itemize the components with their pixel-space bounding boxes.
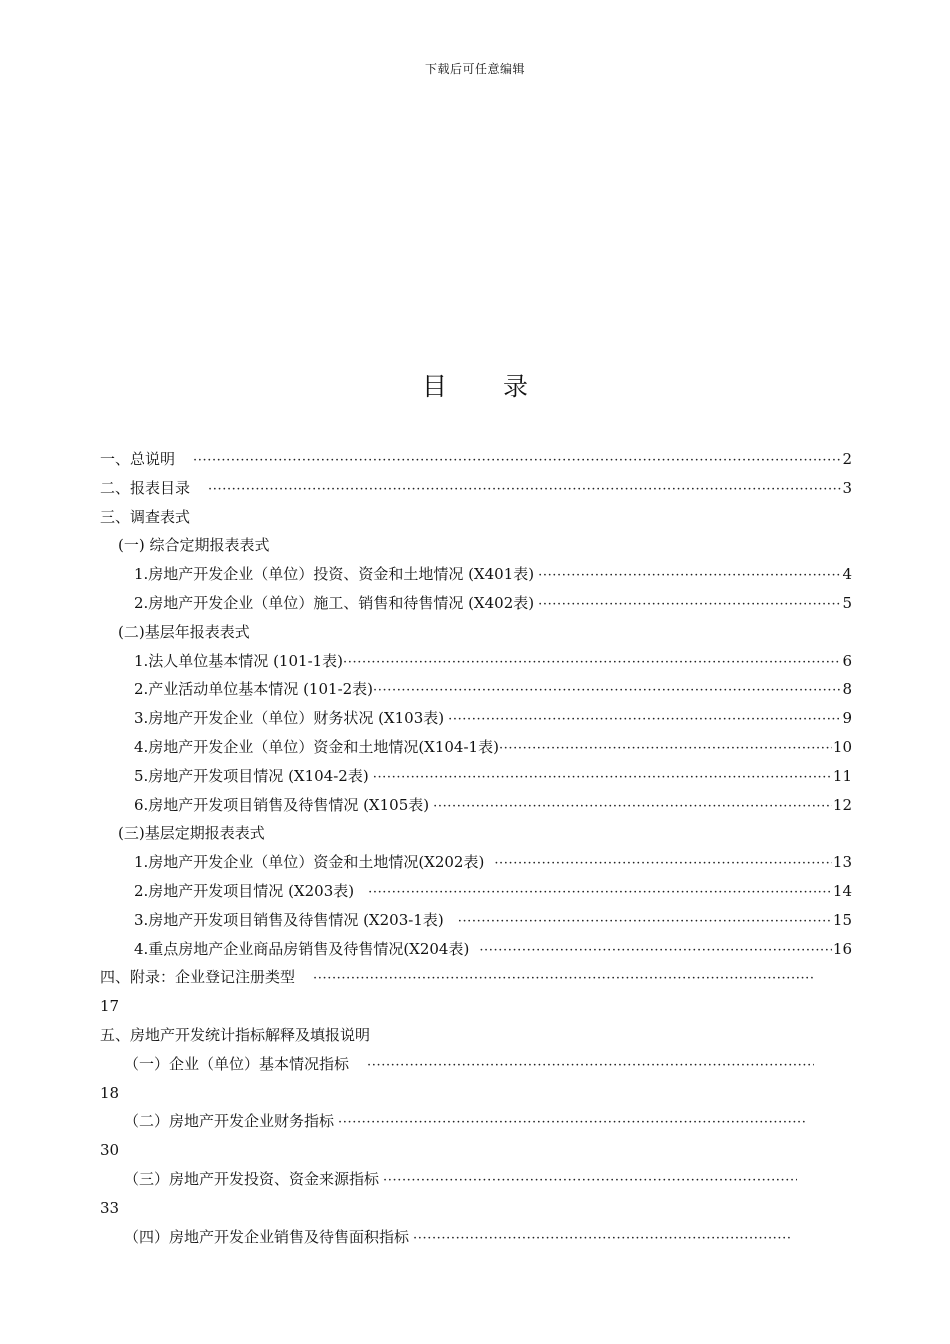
toc-entry[interactable]	[100, 560, 852, 589]
title-char-mu: 目	[421, 372, 447, 401]
leader-dots	[383, 1167, 797, 1196]
leader-dots	[538, 562, 841, 591]
toc-entry-page: 8	[842, 680, 852, 699]
toc-entry-page: 14	[832, 881, 852, 900]
toc-entry-page: 33	[100, 1198, 120, 1217]
leader-dots	[479, 937, 832, 966]
toc-subsection[interactable]	[100, 819, 852, 848]
toc-entry-label: 4.重点房地产企业商品房销售及待售情况(X204表)	[134, 939, 470, 958]
toc-entry[interactable]	[100, 474, 852, 503]
toc-entry[interactable]	[100, 704, 852, 733]
toc-entry[interactable]	[100, 445, 852, 474]
toc-entry-page: 11	[832, 766, 852, 785]
toc-entry-label: 5.房地产开发项目情况 (X104-2表)	[134, 766, 369, 785]
toc-entry[interactable]	[100, 733, 852, 762]
toc-entry-label: (三)基层定期报表表式	[118, 824, 265, 843]
toc-subsection[interactable]	[100, 531, 852, 560]
toc-entry[interactable]	[100, 877, 852, 906]
toc-entry-page: 9	[842, 709, 852, 728]
toc-entry-label: 1.房地产开发企业（单位）投资、资金和土地情况 (X401表)	[134, 565, 535, 584]
toc-entry[interactable]	[100, 1223, 852, 1252]
toc-entry-label: 3.房地产开发项目销售及待售情况 (X203-1表)	[134, 910, 444, 929]
toc-entry-label: （三）房地产开发投资、资金来源指标	[124, 1169, 380, 1188]
toc-entry[interactable]	[100, 762, 852, 791]
toc-entry-label: 6.房地产开发项目销售及待售情况 (X105表)	[134, 795, 430, 814]
leader-dots	[499, 735, 832, 764]
toc-entry-label: 2.房地产开发项目情况 (X203表)	[134, 881, 355, 900]
toc-entry-label: (一) 综合定期报表表式	[118, 536, 270, 555]
toc-entry-page: 30	[100, 1141, 120, 1160]
toc-entry[interactable]	[100, 1050, 852, 1079]
leader-dots	[313, 965, 813, 994]
page-title	[0, 369, 950, 405]
toc-entry-label: 一、总说明	[100, 450, 176, 468]
leader-dots	[413, 1225, 791, 1254]
table-of-contents	[100, 445, 852, 1251]
toc-entry-page: 18	[100, 1083, 120, 1102]
leader-dots	[373, 764, 832, 793]
leader-dots	[494, 850, 832, 879]
toc-entry-page: 4	[842, 565, 852, 584]
toc-entry[interactable]	[100, 791, 852, 820]
leader-dots	[458, 908, 832, 937]
leader-dots	[433, 793, 832, 822]
leader-dots	[538, 591, 841, 620]
leader-dots	[338, 1109, 805, 1138]
toc-entry[interactable]	[100, 906, 852, 935]
toc-entry-page: 12	[832, 795, 852, 814]
toc-subsection[interactable]	[100, 618, 852, 647]
leader-dots	[193, 447, 841, 476]
toc-entry[interactable]	[100, 963, 852, 992]
toc-entry-page: 5	[842, 593, 852, 612]
toc-entry-page: 10	[832, 737, 852, 756]
leader-dots	[373, 677, 841, 706]
toc-entry[interactable]	[100, 848, 852, 877]
toc-entry-page: 13	[832, 853, 852, 872]
toc-entry-label: 三、调查表式	[100, 507, 191, 526]
toc-entry[interactable]	[100, 675, 852, 704]
leader-dots	[368, 879, 832, 908]
toc-entry-page: 15	[832, 910, 852, 929]
toc-entry-label: (二)基层年报表表式	[118, 622, 250, 641]
toc-entry-label: 3.房地产开发企业（单位）财务状况 (X103表)	[134, 709, 445, 728]
toc-entry-label: 五、房地产开发统计指标解释及填报说明	[100, 1025, 371, 1044]
toc-entry-label: 2.产业活动单位基本情况 (101-2表)	[134, 680, 374, 699]
toc-entry-label: 1.房地产开发企业（单位）资金和土地情况(X202表)	[134, 853, 485, 872]
toc-entry-label: 4.房地产开发企业（单位）资金和土地情况(X104-1表)	[134, 737, 499, 756]
toc-entry-page: 16	[832, 939, 852, 958]
toc-entry[interactable]	[100, 1165, 852, 1194]
leader-dots	[367, 1052, 814, 1081]
leader-dots	[343, 649, 841, 678]
title-char-lu: 录	[503, 372, 529, 401]
toc-entry-label: （二）房地产开发企业财务指标	[124, 1112, 335, 1131]
header-note: 下载后可任意编辑	[424, 62, 525, 76]
toc-section[interactable]	[100, 503, 852, 532]
toc-entry-page: 17	[100, 997, 120, 1016]
toc-entry[interactable]	[100, 589, 852, 618]
leader-dots	[208, 476, 841, 505]
toc-entry-page: 3	[842, 478, 852, 497]
toc-entry-label: 1.法人单位基本情况 (101-1表)	[134, 651, 344, 670]
toc-entry-label: （一）企业（单位）基本情况指标	[124, 1054, 350, 1073]
toc-section[interactable]	[100, 1021, 852, 1050]
toc-entry-label: 四、附录：企业登记注册类型	[100, 968, 296, 987]
toc-entry-label: （四）房地产开发企业销售及待售面积指标	[124, 1227, 410, 1246]
toc-entry-page: 2	[842, 450, 852, 468]
toc-entry-label: 二、报表目录	[100, 478, 191, 497]
toc-entry-label: 2.房地产开发企业（单位）施工、销售和待售情况 (X402表)	[134, 593, 535, 612]
toc-entry[interactable]	[100, 647, 852, 676]
leader-dots	[448, 706, 841, 735]
toc-entry[interactable]	[100, 935, 852, 964]
toc-entry[interactable]	[100, 1107, 852, 1136]
toc-entry-page: 6	[842, 651, 852, 670]
